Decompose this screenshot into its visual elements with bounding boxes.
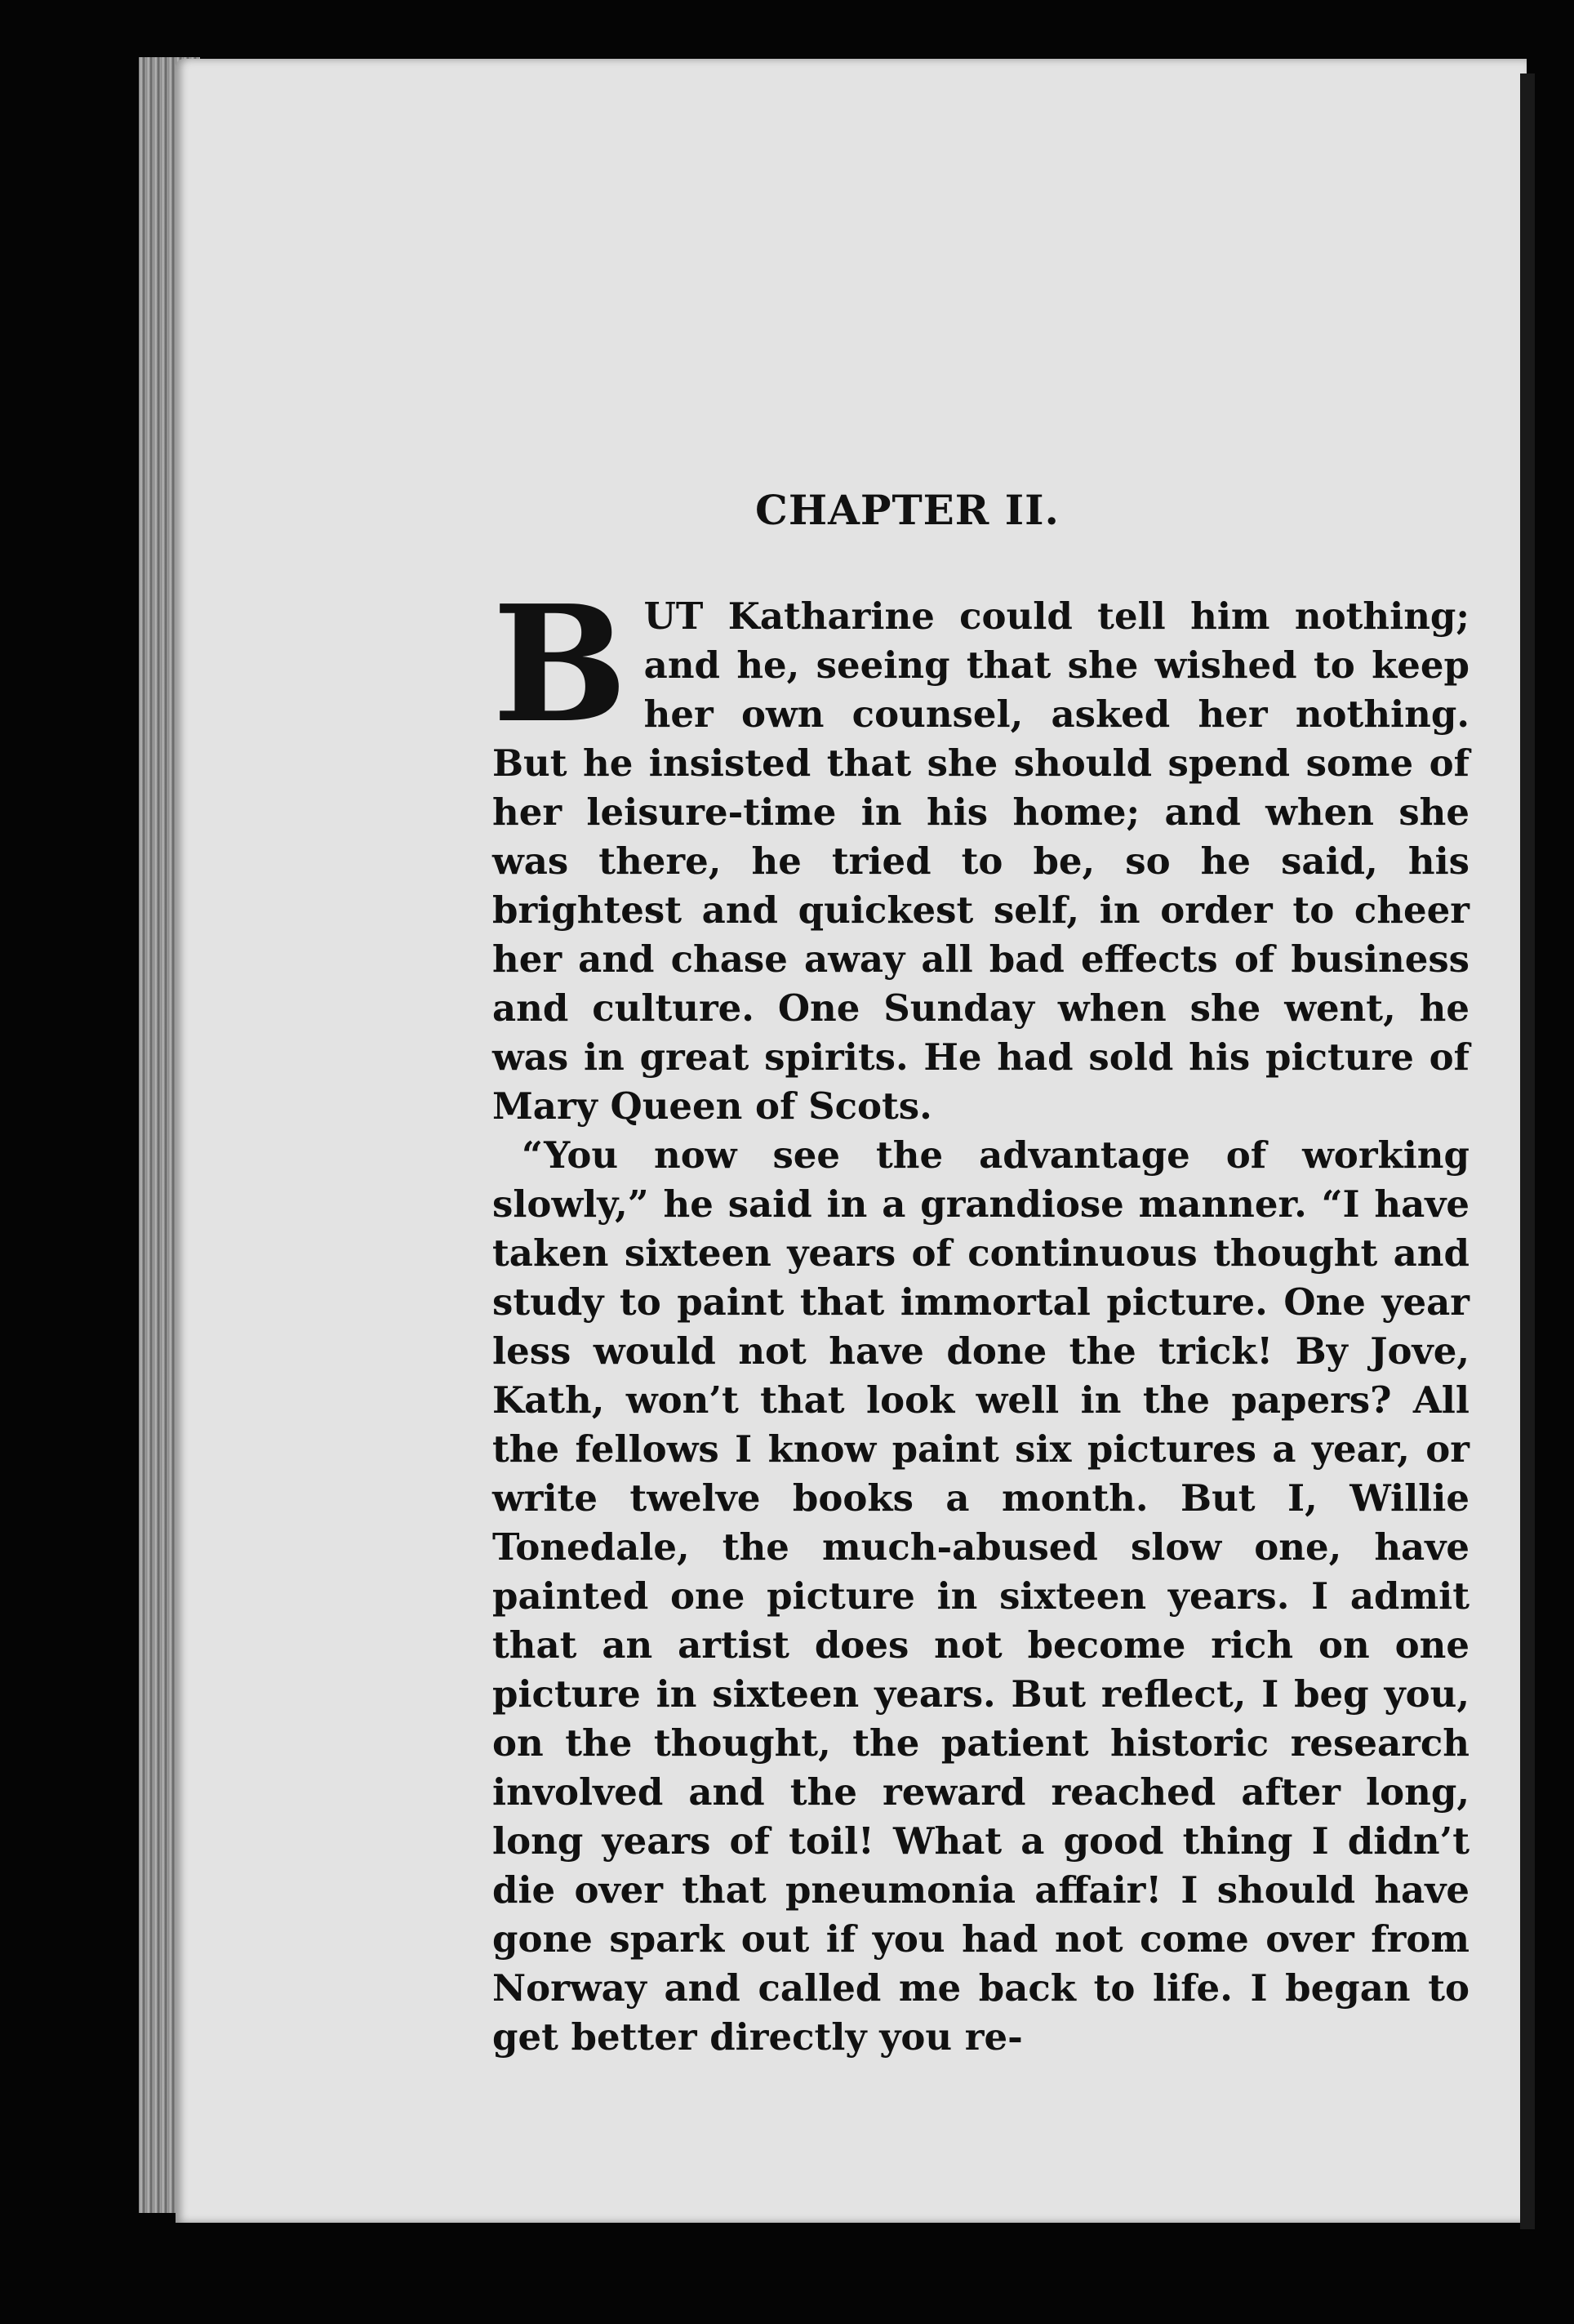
paragraph-1 — [492, 571, 1470, 1131]
drop-cap: B — [492, 571, 628, 759]
paragraph-2: “You now see the advantage of working slowly,” he said in a grandiose manner. “I have taken sixteen years of continuous thought and study to paint that immortal picture. One year less would not have done the trick! By Jove, Kath, won’t that look well in the papers? All the fellows I know paint six pictures a year, or write twelve books a month. But I, Willie Tonedale, the much-abused slow one, have painted one picture in sixteen years. I admit that an artist does not become rich on one picture in sixteen years. But reflect, I beg you, on the thought, the patient historic research involved and the reward reached after long, long years of toil! What a good thing I didn’t die over that pneumonia affair! I should have gone spark out if you had not come over from Norway and called me back to life. I began to get better directly you re- — [492, 1133, 1470, 2059]
body-text — [492, 571, 1470, 2062]
page-gutter-shadow — [1520, 73, 1535, 2229]
paragraph-lead: UT — [643, 594, 704, 638]
paragraph-text: Katharine could tell him nothing; and he, seeing that she wished to keep her own counsel, asked her nothing. But he insisted that she should spend some of her leisure-time in his home; and when she was there, he tried to be, so he said, his brightest and quickest self, in order to cheer her and chase away all bad effects of business and culture. One Sunday when she went, he was in great spirits. He had sold his picture of Mary Queen of Scots. — [492, 594, 1470, 1128]
chapter-title: CHAPTER II. — [755, 486, 1060, 534]
